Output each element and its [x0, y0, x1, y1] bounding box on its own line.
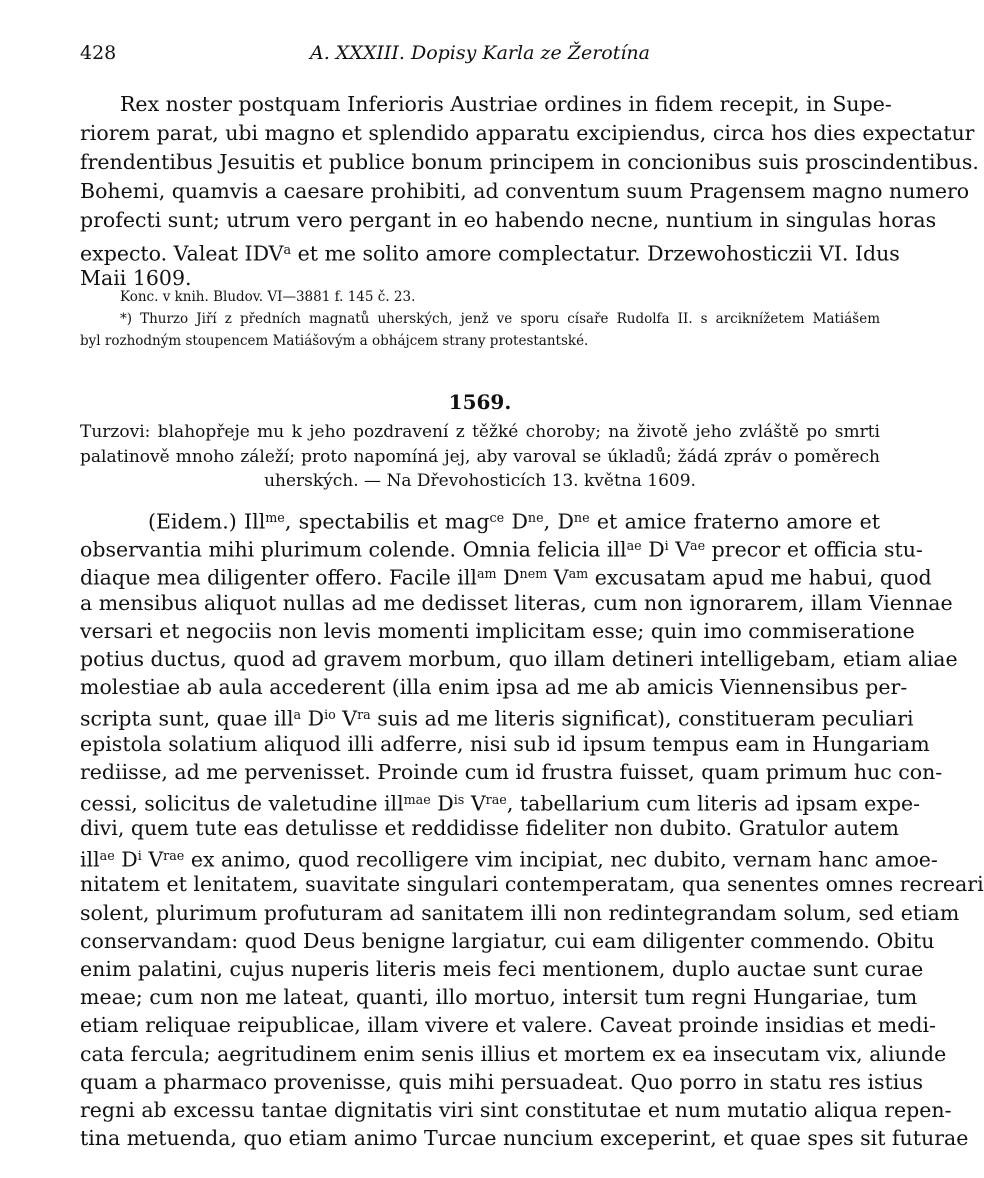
text-segment: expecto. Valeat IDV: [80, 241, 284, 266]
text-segment: D: [496, 565, 520, 590]
text-line: etiam reliquae reipublicae, illam vivere et valere. Caveat proinde insidias et medi-: [80, 1013, 936, 1038]
text-segment: , tabellarium cum literis ad ipsam expe-: [506, 791, 921, 816]
text-line: meae; cum non me lateat, quanti, illo mortuo, intersit tum regni Hungariae, tum: [80, 985, 918, 1010]
source-note: Konc. v knih. Bludov. VI—3881 f. 145 č. 23.: [120, 289, 416, 305]
text-line: Bohemi, quamvis a caesare prohibiti, ad conventum suum Pragensem magno numero: [80, 179, 970, 203]
summary-line: Turzovi: blahopřeje mu k jeho pozdravení z těžké choroby; na životě jeho zvláště po smrti: [80, 422, 880, 442]
text-segment: D: [430, 791, 454, 816]
text-line: tina metuenda, quo etiam animo Turcae nuncium exceperint, et quae spes sit futurae: [80, 1126, 969, 1151]
superscript: io: [324, 707, 336, 723]
superscript: is: [453, 791, 465, 807]
text-segment: D: [504, 509, 528, 534]
text-line: Maii 1609.: [80, 266, 192, 290]
text-segment: D: [301, 706, 325, 731]
text-line: quam a pharmaco provenisse, quis mihi persuadeat. Quo porro in statu res istius: [80, 1069, 924, 1094]
superscript: ce: [489, 510, 505, 525]
text-segment: et me solito amore complectatur. Drzewohosticzii VI. Idus: [291, 241, 900, 266]
text-segment: V: [547, 565, 569, 590]
superscript: rae: [163, 848, 185, 864]
footnote-line: byl rozhodným stoupencem Matiášovým a obhájcem strany protestantské.: [80, 333, 589, 349]
superscript: ne: [573, 510, 590, 525]
summary-line: palatinově mnoho záleží; proto napomíná jej, aby varoval se úkladů; žádá zpráv o poměrech: [80, 446, 880, 467]
footnote-line: *) Thurzo Jiří z předních magnatů uherských, jenž ve sporu císaře Rudolfa II. s arciknížetem Matiášem: [120, 311, 880, 327]
superscript: nem: [519, 566, 548, 582]
text-line: divi, quem tute eas detulisse et reddidisse fideliter non dubito. Gratulor autem: [80, 816, 899, 841]
running-title: A. XXXIII. Dopisy Karla ze Žerotína: [310, 42, 650, 64]
page-number: 428: [80, 42, 117, 64]
text-line: epistola solatium aliquod illi adferre, nisi sub id ipsum tempus eam in Hungariam: [80, 731, 930, 756]
superscript: ae: [626, 538, 642, 554]
text-segment: , spectabilis et mag: [284, 509, 490, 534]
text-line: [80, 504, 880, 532]
text-segment: V: [335, 706, 358, 731]
text-line: versari et negociis non levis momenti implicitam esse; quin imo commiseratione: [80, 618, 915, 643]
text-segment: D: [641, 537, 665, 562]
text-line: cata fercula; aegritudinem enim senis illius et mortem ex ea insecutam vix, aliunde: [80, 1041, 947, 1066]
superscript: ra: [357, 707, 371, 723]
summary-line: uherských. — Na Dřevohosticích 13. května 1609.: [264, 471, 696, 491]
superscript: a: [283, 242, 292, 257]
text-segment: observantia mihi plurimum colende. Omnia felicia ill: [80, 537, 627, 562]
superscript: ne: [527, 510, 544, 525]
text-line: profecti sunt; utrum vero pergant in eo habendo necne, nuntium in singulas horas: [80, 208, 937, 232]
text-segment: et amice fraterno amore et: [589, 509, 881, 534]
superscript: ae: [690, 538, 706, 554]
text-line: riorem parat, ubi magno et splendido apparatu excipiendus, circa hos dies expectatur: [80, 121, 975, 145]
text-line: conservandam: quod Deus benigne largiatur, cui eam diligenter commendo. Obitu: [80, 928, 935, 953]
text-line: [80, 532, 923, 562]
superscript: ae: [99, 848, 115, 864]
superscript: i: [664, 538, 669, 554]
text-segment: ex animo, quod recolligere vim incipiat, nec dubito, vernam hanc amoe-: [184, 847, 938, 872]
text-segment: D: [114, 847, 138, 872]
text-segment: ill: [80, 847, 100, 872]
text-segment: scripta sunt, quae ill: [80, 706, 294, 731]
superscript: a: [293, 707, 302, 723]
text-line: [80, 842, 938, 872]
superscript: me: [265, 510, 285, 525]
text-segment: precor et officia stu-: [705, 537, 923, 562]
text-segment: V: [668, 537, 691, 562]
text-line: potius ductus, quod ad gravem morbum, quo illam detineri intelligebam, etiam aliae: [80, 646, 958, 671]
text-segment: suis ad me literis significat), constitueram peculiari: [370, 706, 914, 731]
text-line: [80, 235, 900, 266]
text-line: [80, 560, 932, 590]
previous-letter-ending: [80, 90, 979, 293]
notes-section: [80, 286, 880, 352]
text-segment: (Eidem.) Ill: [148, 509, 266, 534]
text-line: [80, 786, 921, 816]
superscript: am: [476, 566, 497, 582]
text-segment: V: [141, 847, 164, 872]
text-segment: , D: [543, 509, 574, 534]
letter-body: [80, 504, 984, 1152]
text-segment: V: [464, 791, 486, 816]
text-line: molestiae ab aula accederent (illa enim ipsa ad me ab amicis Viennensibus per-: [80, 675, 908, 700]
text-line: nitatem et lenitatem, suavitate singulari contemperatam, qua senentes omnes recreari: [80, 872, 984, 897]
text-line: solent, plurimum profuturam ad sanitatem illi non redintegrandam solum, sed etiam: [80, 900, 960, 925]
text-segment: cessi, solicitus de valetudine ill: [80, 791, 404, 816]
superscript: am: [568, 566, 589, 582]
superscript: i: [137, 848, 142, 864]
letter-number: 1569.: [448, 390, 512, 414]
text-line: regni ab excessu tantae dignitatis viri sint constitutae et num mutatio aliqua repen-: [80, 1097, 952, 1122]
text-segment: diaque mea diligenter offero. Facile ill: [80, 565, 477, 590]
text-line: frendentibus Jesuitis et publice bonum principem in concionibus suis proscindentibus.: [80, 150, 979, 174]
text-line: [80, 701, 914, 731]
letter-summary: [80, 420, 880, 494]
text-line: rediisse, ad me pervenisset. Proinde cum id frustra fuisset, quam primum huc con-: [80, 759, 943, 784]
page-header: [80, 42, 880, 72]
superscript: mae: [403, 791, 431, 807]
text-line: enim palatini, cujus nuperis literis meis feci mentionem, duplo auctae sunt curae: [80, 957, 924, 981]
text-line: a mensibus aliquot nullas ad me dedisset literas, cum non ignorarem, illam Viennae: [80, 590, 953, 615]
text-segment: excusatam apud me habui, quod: [588, 565, 932, 590]
superscript: rae: [485, 791, 507, 807]
text-line: Rex noster postquam Inferioris Austriae ordines in fidem recepit, in Supe-: [120, 92, 892, 116]
